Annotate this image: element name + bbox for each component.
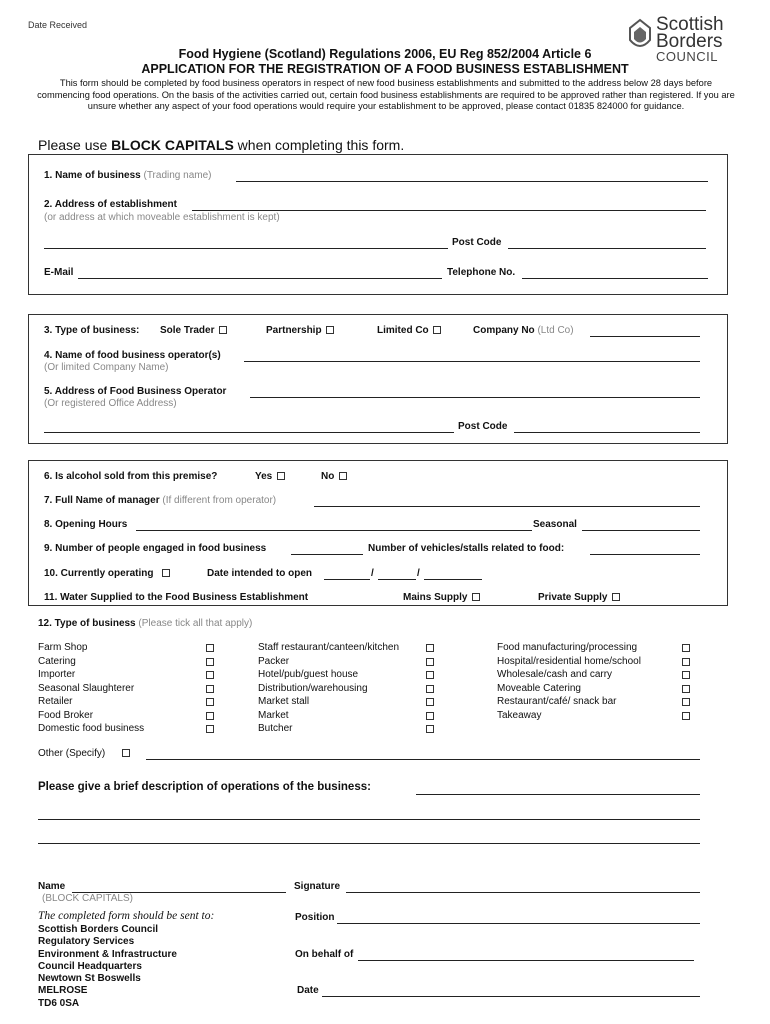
business-type-column-3 xyxy=(497,642,641,723)
other-specify-option[interactable]: Other (Specify) xyxy=(38,748,130,759)
business-type-label: Farm Shop xyxy=(38,642,88,653)
other-specify-field[interactable] xyxy=(146,759,700,760)
logo-text-borders: Borders xyxy=(656,31,723,52)
date-month-field[interactable] xyxy=(378,579,416,580)
business-type-checkbox[interactable] xyxy=(426,725,434,733)
block-capitals-instruction: Please use BLOCK CAPITALS when completing this form. xyxy=(38,137,405,153)
date-label: Date xyxy=(297,985,319,996)
telephone-label: Telephone No. xyxy=(447,267,516,278)
name-label: Name xyxy=(38,881,66,892)
business-type-label: Distribution/warehousing xyxy=(258,682,368,694)
business-type-label: Seasonal Slaughterer xyxy=(38,682,135,694)
operator-address-field-2[interactable] xyxy=(44,432,454,433)
seasonal-field[interactable] xyxy=(582,530,700,531)
private-supply-checkbox[interactable] xyxy=(612,593,620,601)
address-line: Council Headquarters xyxy=(38,960,142,972)
business-type-checkbox[interactable] xyxy=(682,712,690,720)
position-field[interactable] xyxy=(337,923,700,924)
on-behalf-field[interactable] xyxy=(358,960,694,961)
mains-supply-checkbox[interactable] xyxy=(472,593,480,601)
business-type-checkbox[interactable] xyxy=(206,712,214,720)
manager-name-field[interactable] xyxy=(314,506,700,507)
business-type-checkbox[interactable] xyxy=(682,671,690,679)
seasonal-label: Seasonal xyxy=(533,519,577,530)
q3-label: 3. Type of business: xyxy=(44,325,140,336)
business-type-checkboxes-2 xyxy=(424,643,434,738)
address-line: Scottish Borders Council xyxy=(38,924,159,935)
q6-label: 6. Is alcohol sold from this premise? xyxy=(44,471,218,482)
vehicles-field[interactable] xyxy=(590,554,700,555)
date-year-field[interactable] xyxy=(424,579,482,580)
q5-hint: (Or registered Office Address) xyxy=(44,398,177,409)
business-type-checkbox[interactable] xyxy=(206,685,214,693)
alcohol-yes-option[interactable]: Yes xyxy=(255,471,285,482)
business-type-checkbox[interactable] xyxy=(206,658,214,666)
business-type-label: Domestic food business xyxy=(38,723,145,734)
company-no-field[interactable] xyxy=(590,336,700,337)
on-behalf-label: On behalf of xyxy=(295,949,354,960)
q12-label: 12. Type of business (Please tick all that apply) xyxy=(38,618,253,629)
description-field-1[interactable] xyxy=(416,794,700,795)
establishment-postcode-field[interactable] xyxy=(508,248,706,249)
mains-supply-option[interactable]: Mains Supply xyxy=(403,592,480,603)
business-type-label: Hotel/pub/guest house xyxy=(258,669,359,680)
business-type-checkbox[interactable] xyxy=(426,712,434,720)
alcohol-no-checkbox[interactable] xyxy=(339,472,347,480)
limited-co-checkbox[interactable] xyxy=(433,326,441,334)
address-line: Newtown St Boswells xyxy=(38,973,141,985)
private-supply-option[interactable]: Private Supply xyxy=(538,592,620,603)
business-type-checkbox[interactable] xyxy=(206,725,214,733)
date-day-field[interactable] xyxy=(324,579,370,580)
signature-label: Signature xyxy=(294,881,341,892)
business-type-label: Food manufacturing/processing xyxy=(497,642,638,653)
q4-hint: (Or limited Company Name) xyxy=(44,362,169,373)
establishment-address-field-1[interactable] xyxy=(192,210,706,211)
q1-label: 1. Name of business (Trading name) xyxy=(44,170,212,181)
q8-label: 8. Opening Hours xyxy=(44,519,128,530)
date-field[interactable] xyxy=(322,996,700,997)
other-specify-checkbox[interactable] xyxy=(122,749,130,757)
business-type-label: Wholesale/cash and carry xyxy=(497,669,613,680)
description-label: Please give a brief description of operations of the business: xyxy=(38,781,371,793)
q2-label: 2. Address of establishment xyxy=(44,199,177,210)
business-type-checkbox[interactable] xyxy=(426,685,434,693)
operator-postcode-field[interactable] xyxy=(514,432,700,433)
intro-text: This form should be completed by food business operators in respect of new food business establishments and submitted to the address below 28 days before commencing food operations. On the basis of the activities carried out, certain food business establishments are required to be approved rather than registered. If you are unsure whether any aspect of your food operations would require your establishment to be approved, please contact 01835 824000 for guidance. xyxy=(37,78,735,111)
alcohol-yes-checkbox[interactable] xyxy=(277,472,285,480)
date-received-label: Date Received xyxy=(28,20,88,30)
limited-co-option[interactable]: Limited Co xyxy=(377,325,441,336)
q9-label: 9. Number of people engaged in food business xyxy=(44,543,267,554)
position-label: Position xyxy=(295,912,335,923)
business-type-checkboxes-1 xyxy=(204,643,214,738)
business-type-label: Hospital/residential home/school xyxy=(497,655,641,667)
address-line: TD6 0SA xyxy=(38,997,80,1009)
business-name-field[interactable] xyxy=(236,181,708,182)
business-type-checkboxes-3 xyxy=(680,643,690,724)
business-type-label: Staff restaurant/canteen/kitchen xyxy=(258,642,400,653)
business-type-label: Packer xyxy=(258,655,290,667)
sole-trader-option[interactable]: Sole Trader xyxy=(160,325,227,336)
email-field[interactable] xyxy=(78,278,442,279)
currently-operating-checkbox[interactable] xyxy=(162,569,170,577)
q7-label: 7. Full Name of manager (If different from operator) xyxy=(44,495,277,506)
people-engaged-field[interactable] xyxy=(291,554,363,555)
q2-hint: (or address at which moveable establishment is kept) xyxy=(44,212,280,223)
business-type-label: Importer xyxy=(38,669,76,680)
business-type-checkbox[interactable] xyxy=(426,644,434,652)
business-type-column-2 xyxy=(258,642,399,737)
business-type-checkbox[interactable] xyxy=(206,698,214,706)
date-separator-2: / xyxy=(417,568,420,579)
opening-hours-field[interactable] xyxy=(136,530,532,531)
name-hint: (BLOCK CAPITALS) xyxy=(42,893,133,904)
postcode-label: Post Code xyxy=(452,237,502,248)
business-type-label: Moveable Catering xyxy=(497,682,581,694)
description-field-2[interactable] xyxy=(38,819,700,820)
q10-option[interactable]: 10. Currently operating xyxy=(44,568,170,579)
council-address xyxy=(38,924,177,1010)
business-type-label: Takeaway xyxy=(497,709,542,721)
business-type-label: Restaurant/café/ snack bar xyxy=(497,696,617,707)
operator-postcode-label: Post Code xyxy=(458,421,508,432)
form-title: Food Hygiene (Scotland) Regulations 2006, EU Reg 852/2004 Article 6 xyxy=(178,47,592,61)
signature-field[interactable] xyxy=(346,892,700,893)
company-no-label: Company No (Ltd Co) xyxy=(473,325,574,336)
alcohol-no-option[interactable]: No xyxy=(321,471,347,482)
date-separator-1: / xyxy=(371,568,374,579)
business-type-label: Market stall xyxy=(258,696,310,707)
q4-label: 4. Name of food business operator(s) xyxy=(44,350,221,361)
partnership-checkbox[interactable] xyxy=(326,326,334,334)
q5-label: 5. Address of Food Business Operator xyxy=(44,386,227,397)
address-line: MELROSE xyxy=(38,985,88,997)
telephone-field[interactable] xyxy=(522,278,708,279)
business-type-checkbox[interactable] xyxy=(426,658,434,666)
business-type-label: Butcher xyxy=(258,723,293,734)
business-type-checkbox[interactable] xyxy=(682,658,690,666)
q11-label: 11. Water Supplied to the Food Business Establishment xyxy=(44,592,309,603)
logo-text-council: COUNCIL xyxy=(656,49,719,64)
operator-address-field-1[interactable] xyxy=(250,397,700,398)
business-type-label: Food Broker xyxy=(38,709,94,721)
partnership-option[interactable]: Partnership xyxy=(266,325,334,336)
business-type-checkbox[interactable] xyxy=(682,698,690,706)
email-label: E-Mail xyxy=(44,267,74,278)
vehicles-label: Number of vehicles/stalls related to food: xyxy=(368,543,565,554)
business-type-checkbox[interactable] xyxy=(206,644,214,652)
business-type-checkbox[interactable] xyxy=(206,671,214,679)
sent-to-label: The completed form should be sent to: xyxy=(38,910,215,922)
sole-trader-checkbox[interactable] xyxy=(219,326,227,334)
business-type-checkbox[interactable] xyxy=(682,685,690,693)
business-type-column-1 xyxy=(38,642,144,737)
address-line: Environment & Infrastructure xyxy=(38,948,177,960)
address-line: Regulatory Services xyxy=(38,936,135,948)
date-intended-label: Date intended to open xyxy=(207,568,312,579)
form-subtitle: APPLICATION FOR THE REGISTRATION OF A FOOD BUSINESS ESTABLISHMENT xyxy=(141,62,629,76)
description-field-3[interactable] xyxy=(38,843,700,844)
establishment-address-field-2[interactable] xyxy=(44,248,448,249)
business-type-checkbox[interactable] xyxy=(682,644,690,652)
business-type-checkbox[interactable] xyxy=(426,671,434,679)
business-type-label: Market xyxy=(258,709,289,721)
business-type-label: Retailer xyxy=(38,696,73,707)
business-type-checkbox[interactable] xyxy=(426,698,434,706)
logo-text-scottish: Scottish xyxy=(656,14,724,35)
business-type-label: Catering xyxy=(38,655,76,667)
operator-name-field[interactable] xyxy=(244,361,700,362)
